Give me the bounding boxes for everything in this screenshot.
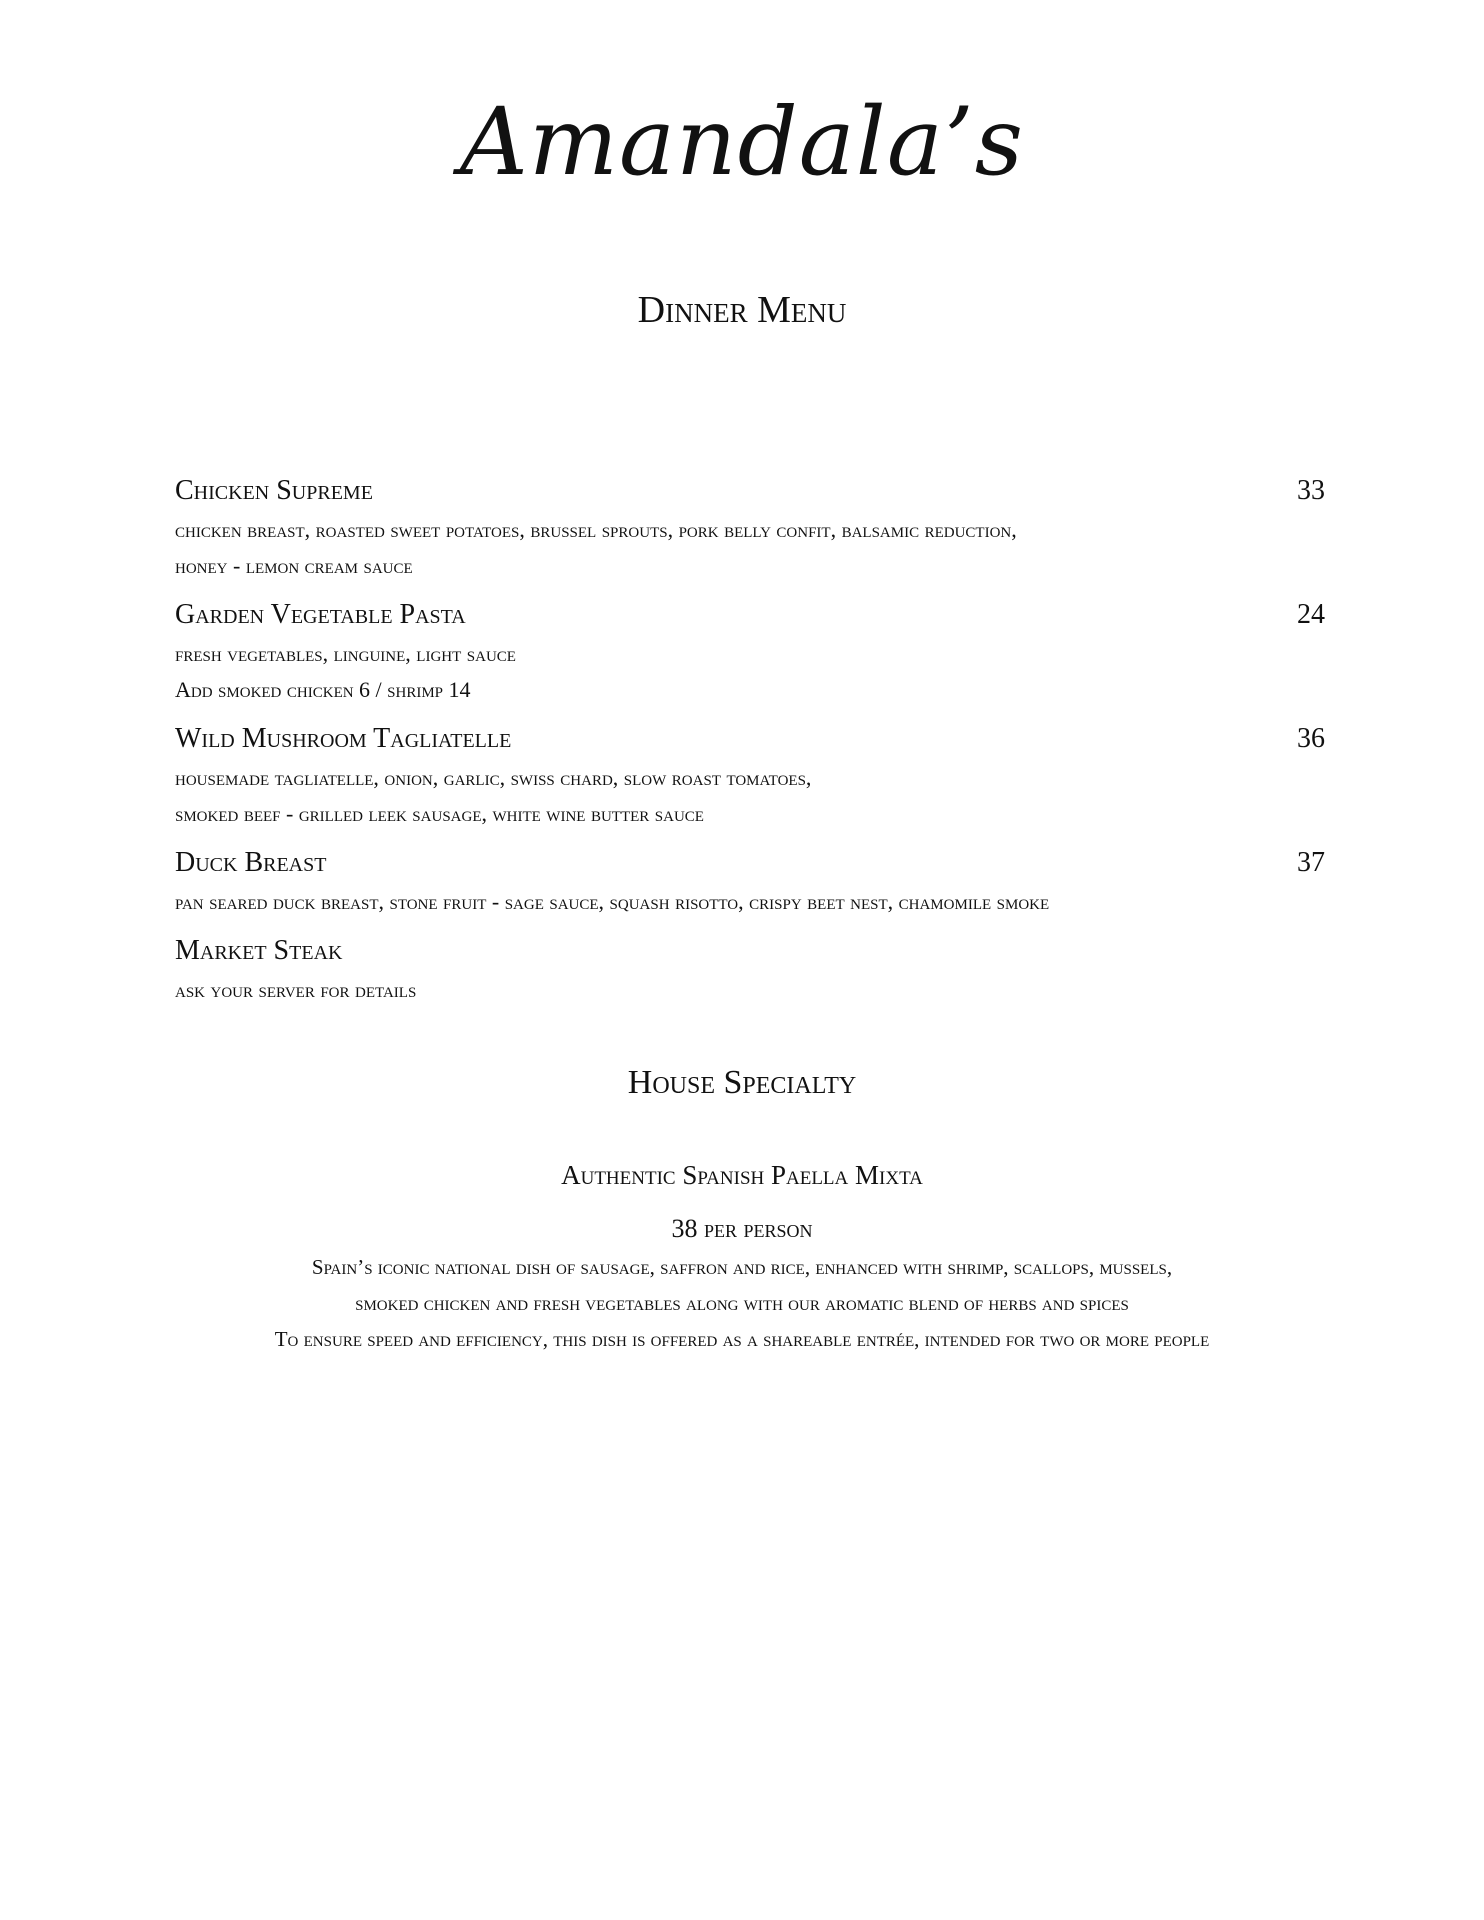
- menu-item-name: Garden Vegetable Pasta: [175, 599, 466, 630]
- specialty-description: smoked chicken and fresh vegetables along with our aromatic blend of herbs and spices: [355, 1291, 1129, 1315]
- menu-item: [175, 930, 1325, 1008]
- house-specialty-title: House Specialty: [627, 1064, 857, 1101]
- menu-item-description: honey - lemon cream sauce: [175, 553, 413, 578]
- menu-item-description: chicken breast, roasted sweet potatoes, brussel sprouts, pork belly confit, balsamic reduction,: [175, 517, 1017, 542]
- menu-item-description: smoked beef - grilled leek sausage, white wine butter sauce: [175, 801, 704, 826]
- menu-item: [175, 594, 1325, 708]
- menu-item: [175, 842, 1325, 920]
- menu-item-name: Market Steak: [175, 935, 343, 966]
- dinner-menu-title: Dinner Menu: [637, 289, 847, 331]
- menu-item: [175, 718, 1325, 832]
- menu-item-addon: Add smoked chicken 6 / shrimp 14: [175, 677, 471, 702]
- menu-item-name: Duck Breast: [175, 847, 327, 878]
- menu-item-price: 24: [1297, 599, 1325, 630]
- specialty-note: To ensure speed and efficiency, this dish is offered as a shareable entrée, intended for two or more people: [274, 1327, 1210, 1351]
- menu-item-price: 37: [1297, 847, 1325, 878]
- menu-item-name: Chicken Supreme: [175, 475, 373, 506]
- dinner-menu-list: [175, 470, 1325, 1018]
- restaurant-logo: Amandala’s: [459, 88, 1025, 197]
- specialty-dish-name: Authentic Spanish Paella Mixta: [561, 1160, 923, 1190]
- menu-item-description: ask your server for details: [175, 977, 417, 1002]
- menu-item-price: 36: [1297, 723, 1325, 754]
- menu-item-description: housemade tagliatelle, onion, garlic, swiss chard, slow roast tomatoes,: [175, 765, 812, 790]
- specialty-price: 38 per person: [671, 1214, 813, 1243]
- menu-item-price: 33: [1297, 475, 1325, 506]
- menu-item-description: pan seared duck breast, stone fruit - sage sauce, squash risotto, crispy beet nest, chamomile smoke: [175, 889, 1050, 914]
- menu-item-name: Wild Mushroom Tagliatelle: [175, 723, 512, 754]
- house-specialty: [0, 1155, 1484, 1357]
- menu-item-description: fresh vegetables, linguine, light sauce: [175, 641, 516, 666]
- menu-item: [175, 470, 1325, 584]
- specialty-description: Spain’s iconic national dish of sausage, saffron and rice, enhanced with shrimp, scallops, mussels,: [311, 1255, 1173, 1279]
